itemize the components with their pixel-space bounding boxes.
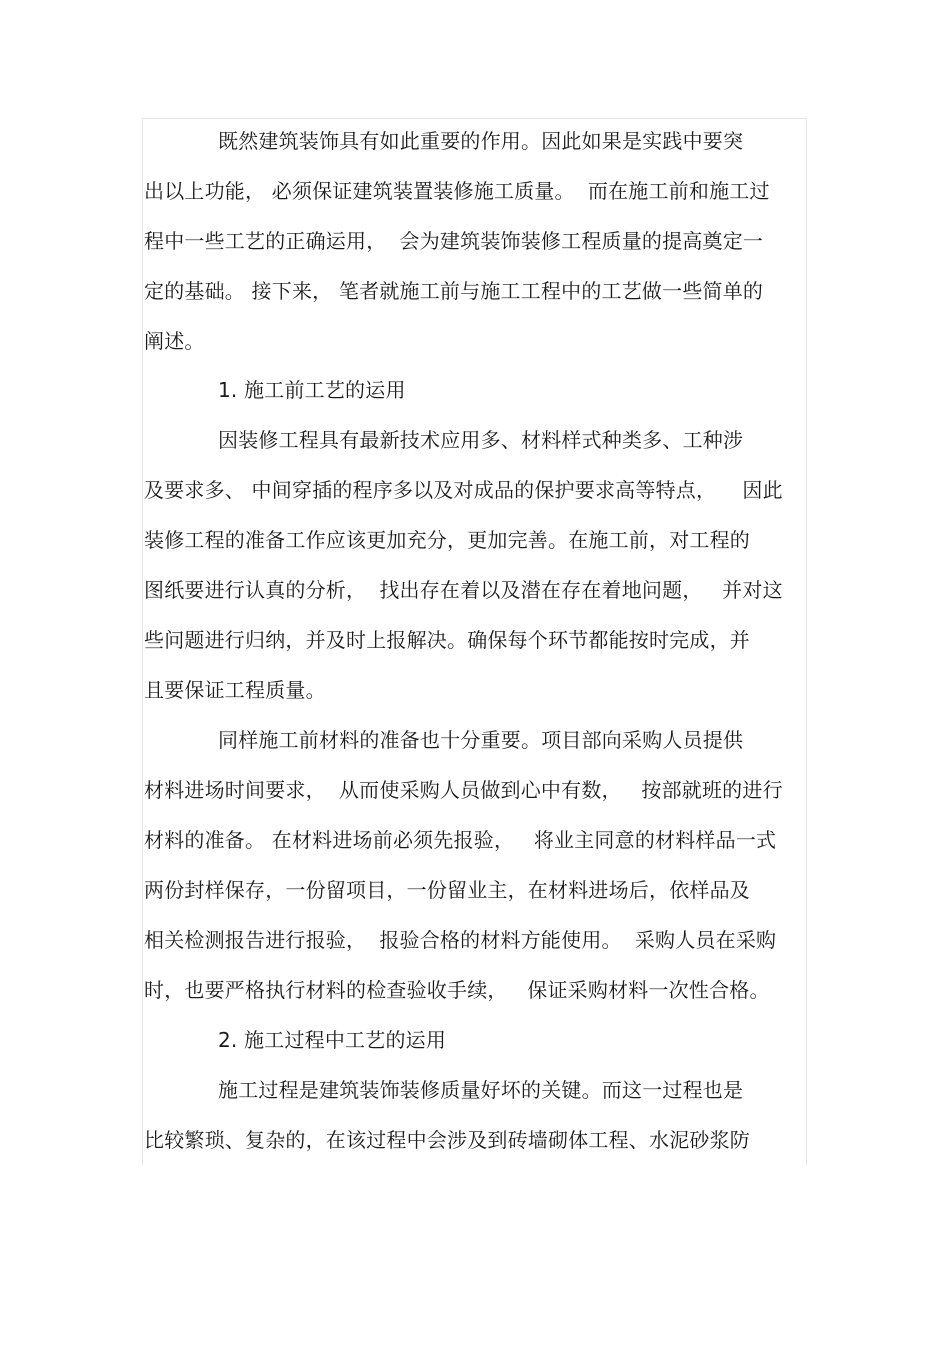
paragraph-line: 出以上功能， 必须保证建筑装置装修施工质量。 而在施工前和施工过 <box>144 179 770 203</box>
paragraph-line: 同样施工前材料的准备也十分重要。项目部向采购人员提供 <box>218 728 744 752</box>
paragraph-line: 装修工程的准备工作应该更加充分，更加完善。在施工前，对工程的 <box>144 528 750 552</box>
paragraph-line: 时，也要严格执行材料的检查验收手续， 保证采购材料一次性合格。 <box>144 978 770 1002</box>
paragraph-line: 既然建筑装饰具有如此重要的作用。因此如果是实践中要突 <box>218 129 744 153</box>
section-heading: 2. 施工过程中工艺的运用 <box>218 1028 447 1052</box>
paragraph-line: 材料进场时间要求， 从而使采购人员做到心中有数， 按部就班的进行 <box>144 778 783 802</box>
paragraph-line: 两份封样保存，一份留项目，一份留业主，在材料进场后，依样品及 <box>144 878 750 902</box>
paragraph-line: 因装修工程具有最新技术应用多、材料样式种类多、工种涉 <box>218 428 744 452</box>
paragraph-line: 比较繁琐、复杂的，在该过程中会涉及到砖墙砌体工程、水泥砂浆防 <box>144 1128 750 1152</box>
paragraph-line: 及要求多、 中间穿插的程序多以及对成品的保护要求高等特点， 因此 <box>144 478 783 502</box>
paragraph-line: 定的基础。 接下来， 笔者就施工前与施工工程中的工艺做一些简单的 <box>144 279 764 303</box>
paragraph-line: 阐述。 <box>144 329 205 353</box>
paragraph-line: 施工过程是建筑装饰装修质量好坏的关键。而这一过程也是 <box>218 1078 744 1102</box>
section-heading: 1. 施工前工艺的运用 <box>218 378 406 402</box>
paragraph-line: 图纸要进行认真的分析， 找出存在着以及潜在存在着地问题， 并对这 <box>144 578 783 602</box>
paragraph-line: 程中一些工艺的正确运用， 会为建筑装饰装修工程质量的提高奠定一 <box>144 229 764 253</box>
paragraph-line: 些问题进行归纳，并及时上报解决。确保每个环节都能按时完成，并 <box>144 628 750 652</box>
paragraph-line: 相关检测报告进行报验， 报验合格的材料方能使用。 采购人员在采购 <box>144 928 777 952</box>
paragraph-line: 材料的准备。 在材料进场前必须先报验， 将业主同意的材料样品一式 <box>144 828 777 852</box>
paragraph-line: 且要保证工程质量。 <box>144 678 326 702</box>
